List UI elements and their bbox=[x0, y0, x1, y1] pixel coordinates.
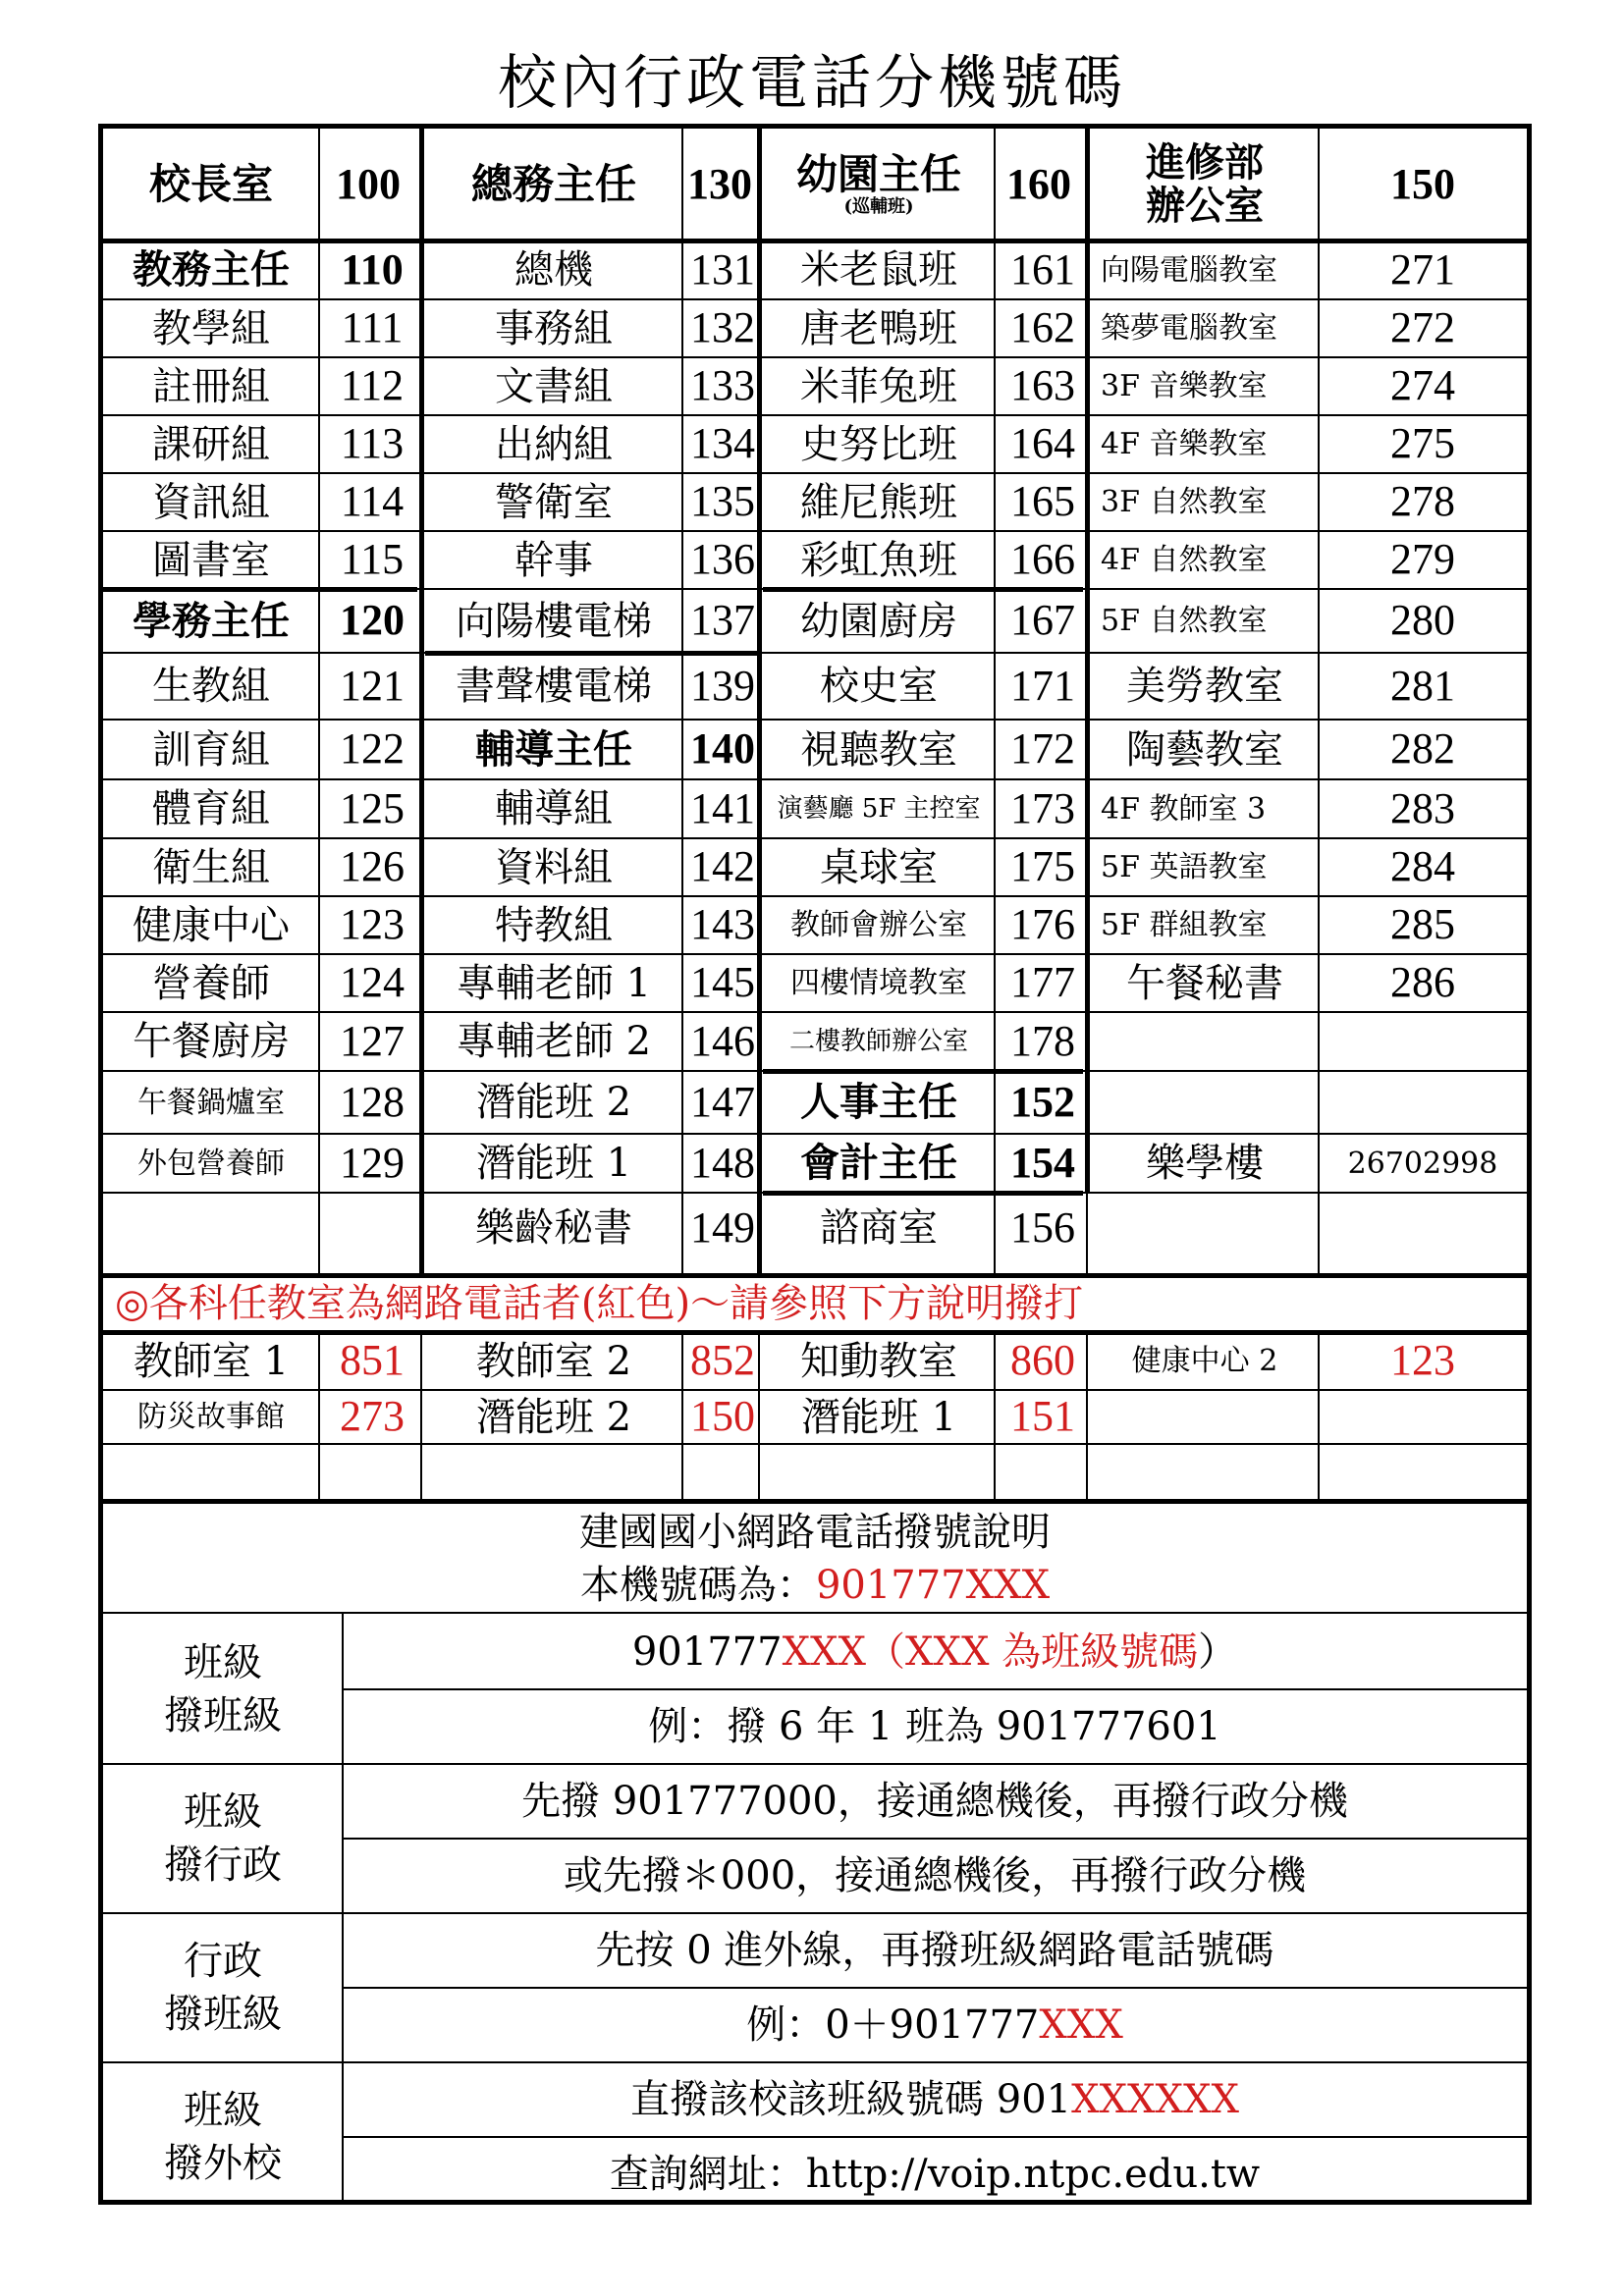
col2-ext-4: 135 bbox=[690, 477, 755, 526]
col1-name-9: 體育組 bbox=[152, 786, 270, 831]
col3-name-9: 演藝廳 5F 主控室 bbox=[777, 793, 981, 824]
instr-text-a: 例：撥 6 年 1 班為 901777601 bbox=[648, 1704, 1221, 1749]
col2-ext-0: 131 bbox=[690, 244, 755, 294]
instr-text-a: 901777 bbox=[631, 1629, 783, 1675]
voip-ext-0-1: 852 bbox=[690, 1336, 755, 1385]
voip-name-2-3 bbox=[1091, 1444, 1319, 1499]
col3-ext-5: 166 bbox=[1010, 535, 1075, 584]
col4-ext-4: 278 bbox=[1390, 477, 1455, 526]
instructions-number bbox=[103, 1558, 1527, 1613]
col3-name-12: 四樓情境教室 bbox=[790, 966, 967, 1000]
col1-ext-15: 129 bbox=[340, 1138, 405, 1187]
col4-name-10: 5F 英語教室 bbox=[1101, 850, 1268, 884]
col2-ext-14: 147 bbox=[690, 1077, 755, 1126]
col4-name-13 bbox=[1091, 1012, 1319, 1071]
grid-line bbox=[1086, 1193, 1088, 1275]
instr-text-a: 或先撥＊000，接通總機後，再撥行政分機 bbox=[563, 1853, 1307, 1898]
col4-ext-6: 280 bbox=[1390, 596, 1455, 645]
grid-line bbox=[343, 1987, 1527, 1989]
col1-name-6: 學務主任 bbox=[133, 597, 290, 644]
col2-name-16: 樂齡秘書 bbox=[475, 1205, 632, 1251]
voip-name-0-2: 知動教室 bbox=[800, 1338, 957, 1384]
col2-name-2: 文書組 bbox=[495, 363, 613, 409]
voip-ext-1-0: 273 bbox=[340, 1392, 405, 1441]
col2-ext-11: 143 bbox=[690, 900, 755, 949]
voip-ext-1-2: 151 bbox=[1010, 1392, 1075, 1441]
header-name-3-sub: (巡輔班) bbox=[843, 196, 914, 218]
instr-2-line2 bbox=[343, 1988, 1527, 2062]
grid-line bbox=[103, 356, 1527, 358]
col1-name-15: 外包營養師 bbox=[137, 1146, 285, 1181]
col1-ext-0: 110 bbox=[341, 244, 404, 294]
col3-ext-7: 171 bbox=[1010, 661, 1075, 710]
col3-ext-11: 176 bbox=[1010, 900, 1075, 949]
header-ext-4: 150 bbox=[1390, 159, 1455, 208]
instr-text-a: 先撥 901777000，接通總機後，再撥行政分機 bbox=[521, 1779, 1348, 1824]
instructions-title: 建國國小網路電話撥號說明 bbox=[579, 1510, 1051, 1555]
voip-ext-0-3: 123 bbox=[1390, 1336, 1455, 1385]
col2-ext-6: 137 bbox=[690, 596, 755, 645]
instr-label-line1: 班級 bbox=[184, 1789, 262, 1835]
instr-label-line2: 撥行政 bbox=[164, 1842, 282, 1888]
grid-line bbox=[994, 129, 996, 1275]
col2-ext-8: 140 bbox=[690, 724, 755, 774]
instr-label-line1: 班級 bbox=[184, 2088, 262, 2133]
col4-name-0: 向陽電腦教室 bbox=[1101, 252, 1277, 288]
col1-name-3: 課研組 bbox=[152, 421, 270, 467]
instr-1-line2 bbox=[343, 1839, 1527, 1913]
grid-line bbox=[419, 129, 424, 1275]
col3-ext-8: 172 bbox=[1010, 724, 1075, 774]
col3-name-3: 史努比班 bbox=[800, 421, 957, 467]
instr-0-line1 bbox=[343, 1615, 1527, 1689]
col3-ext-9: 173 bbox=[1010, 783, 1075, 832]
col2-ext-5: 136 bbox=[690, 535, 755, 584]
voip-ext-1-3 bbox=[1319, 1390, 1527, 1444]
grid-line bbox=[103, 1912, 1527, 1914]
header-name-4-line1: 進修部 bbox=[1146, 139, 1264, 186]
col3-name-6: 幼園廚房 bbox=[800, 598, 957, 644]
col3-name-4: 維尼熊班 bbox=[800, 479, 957, 525]
col2-ext-9: 141 bbox=[690, 783, 755, 832]
instr-text-b: XXX（XXX 為班級號碼 bbox=[782, 1629, 1199, 1675]
col2-name-1: 事務組 bbox=[495, 305, 613, 351]
voip-name-2-0 bbox=[103, 1444, 319, 1499]
grid-line bbox=[103, 1273, 1527, 1278]
grid-line bbox=[103, 1612, 1527, 1614]
col3-ext-10: 175 bbox=[1010, 842, 1075, 891]
instr-0-line2 bbox=[343, 1689, 1527, 1764]
col3-ext-3: 164 bbox=[1010, 419, 1075, 468]
col4-ext-11: 285 bbox=[1390, 900, 1455, 949]
col4-ext-8: 282 bbox=[1390, 724, 1455, 774]
col4-name-8: 陶藝教室 bbox=[1126, 726, 1283, 773]
grid-line bbox=[318, 129, 320, 1275]
instr-label-line2: 撥班級 bbox=[164, 1693, 282, 1738]
col1-ext-2: 112 bbox=[340, 361, 405, 410]
voip-ext-2-0 bbox=[319, 1444, 425, 1499]
instr-text-b: XXXXXX bbox=[1071, 2077, 1239, 2122]
col3-ext-2: 163 bbox=[1010, 361, 1075, 410]
col3-ext-13: 178 bbox=[1010, 1016, 1075, 1065]
grid-line bbox=[103, 239, 1527, 243]
col2-ext-16: 149 bbox=[690, 1202, 755, 1252]
col2-name-10: 資料組 bbox=[495, 844, 613, 890]
col1-name-7: 生教組 bbox=[152, 664, 270, 709]
voip-name-0-3: 健康中心 2 bbox=[1131, 1344, 1278, 1378]
col2-name-12: 專輔老師 1 bbox=[456, 960, 652, 1006]
col1-name-5: 圖書室 bbox=[152, 537, 270, 583]
header-name-1: 校長室 bbox=[148, 159, 273, 208]
col2-name-11: 特教組 bbox=[495, 902, 613, 948]
grid-line bbox=[758, 1332, 760, 1501]
col4-name-5: 4F 自然教室 bbox=[1101, 543, 1268, 577]
voip-name-1-1: 潛能班 2 bbox=[475, 1394, 632, 1440]
col4-ext-0: 271 bbox=[1390, 244, 1455, 294]
col1-ext-7: 121 bbox=[340, 661, 405, 710]
grid-line bbox=[1086, 1332, 1088, 1501]
col3-ext-0: 161 bbox=[1010, 244, 1075, 294]
col1-name-10: 衛生組 bbox=[152, 844, 270, 890]
grid-line bbox=[1318, 1332, 1320, 1501]
grid-line bbox=[103, 1011, 1527, 1013]
col3-name-8: 視聽教室 bbox=[800, 726, 957, 773]
col3-name-15: 會計主任 bbox=[800, 1140, 957, 1186]
col1-name-8: 訓育組 bbox=[152, 726, 270, 773]
instr-text-c: ） bbox=[1198, 1629, 1238, 1675]
col4-name-11: 5F 群組教室 bbox=[1101, 908, 1268, 942]
instr-text-a: 先按 0 進外線，再撥班級網路電話號碼 bbox=[595, 1928, 1274, 1973]
col3-ext-6: 167 bbox=[1010, 596, 1075, 645]
header-name-3 bbox=[763, 129, 995, 240]
col1-name-14: 午餐鍋爐室 bbox=[137, 1085, 285, 1120]
col4-ext-10: 284 bbox=[1390, 842, 1455, 891]
col2-name-9: 輔導組 bbox=[495, 786, 613, 831]
voip-name-0-1: 教師室 2 bbox=[475, 1338, 632, 1384]
col1-ext-8: 122 bbox=[340, 724, 405, 774]
col1-ext-5: 115 bbox=[340, 535, 405, 584]
col1-ext-12: 124 bbox=[340, 958, 405, 1007]
grid-line bbox=[103, 778, 1527, 780]
col1-ext-9: 125 bbox=[340, 783, 405, 832]
grid-line bbox=[757, 129, 762, 1275]
col2-name-3: 出納組 bbox=[495, 421, 613, 467]
header-ext-1: 100 bbox=[336, 159, 401, 208]
instr-1-line1 bbox=[343, 1764, 1527, 1839]
col1-ext-1: 111 bbox=[341, 303, 404, 352]
voip-name-1-3 bbox=[1091, 1390, 1319, 1444]
col3-ext-14: 152 bbox=[1010, 1077, 1075, 1126]
instr-label-3 bbox=[103, 2062, 343, 2212]
voip-ext-2-3 bbox=[1319, 1444, 1527, 1499]
col4-name-16 bbox=[1091, 1193, 1319, 1263]
instructions-number-value: 901777XXX bbox=[815, 1563, 1051, 1608]
grid-line bbox=[103, 1389, 1527, 1391]
col3-name-7: 校史室 bbox=[820, 664, 938, 709]
voip-note bbox=[103, 1275, 1527, 1332]
col2-name-7: 書聲樓電梯 bbox=[456, 664, 652, 709]
grid-line bbox=[103, 652, 1527, 654]
instr-label-0 bbox=[103, 1615, 343, 1764]
col2-name-15: 潛能班 1 bbox=[475, 1141, 632, 1186]
grid-line bbox=[1318, 129, 1320, 1275]
col2-ext-12: 145 bbox=[690, 958, 755, 1007]
col4-ext-1: 272 bbox=[1390, 303, 1455, 352]
col1-name-1: 教學組 bbox=[152, 305, 270, 351]
col1-name-16 bbox=[103, 1193, 319, 1263]
col4-name-15: 樂學樓 bbox=[1146, 1141, 1264, 1186]
grid-line bbox=[763, 1191, 1083, 1196]
voip-name-2-2 bbox=[763, 1444, 995, 1499]
col3-name-13: 二樓教師辦公室 bbox=[788, 1026, 968, 1056]
col4-ext-16 bbox=[1319, 1193, 1527, 1263]
col1-name-0: 教務主任 bbox=[133, 246, 290, 293]
grid-line bbox=[103, 837, 1527, 839]
col3-name-2: 米菲兔班 bbox=[800, 363, 957, 409]
col4-ext-3: 275 bbox=[1390, 419, 1455, 468]
instructions-number-prefix: 本機號碼為： bbox=[579, 1563, 816, 1608]
grid-line bbox=[763, 1069, 1083, 1074]
voip-ext-0-2: 860 bbox=[1010, 1336, 1075, 1385]
col2-ext-2: 133 bbox=[690, 361, 755, 410]
col2-ext-7: 139 bbox=[690, 661, 755, 710]
page-title: 校內行政電話分機號碼 bbox=[498, 49, 1126, 118]
col2-name-0: 總機 bbox=[514, 247, 593, 293]
col4-name-9: 4F 教師室 3 bbox=[1101, 791, 1267, 827]
grid-line bbox=[103, 719, 1527, 721]
header-name-4 bbox=[1091, 129, 1319, 240]
col1-ext-6: 120 bbox=[340, 596, 405, 645]
col4-ext-7: 281 bbox=[1390, 661, 1455, 710]
col4-ext-15: 26702998 bbox=[1347, 1146, 1498, 1181]
col2-ext-3: 134 bbox=[690, 419, 755, 468]
col1-ext-13: 127 bbox=[340, 1016, 405, 1065]
col3-ext-15: 154 bbox=[1010, 1138, 1075, 1187]
col4-name-2: 3F 音樂教室 bbox=[1101, 369, 1268, 403]
col4-ext-2: 274 bbox=[1390, 361, 1455, 410]
instr-text-a: 例：0＋901777 bbox=[746, 2002, 1040, 2048]
col4-name-1: 築夢電腦教室 bbox=[1101, 311, 1277, 346]
col3-name-1: 唐老鴨班 bbox=[800, 305, 957, 351]
instr-3-line1 bbox=[343, 2062, 1527, 2137]
grid-line bbox=[103, 414, 1527, 416]
grid-line bbox=[763, 587, 1083, 592]
grid-line bbox=[994, 1332, 996, 1501]
col1-ext-16 bbox=[319, 1193, 425, 1263]
col3-name-11: 教師會辦公室 bbox=[790, 908, 967, 942]
col2-name-6: 向陽樓電梯 bbox=[456, 598, 652, 644]
col1-ext-3: 113 bbox=[340, 419, 405, 468]
col4-ext-12: 286 bbox=[1390, 958, 1455, 1007]
grid-line bbox=[681, 129, 683, 1275]
grid-line bbox=[103, 530, 1527, 532]
col2-name-14: 潛能班 2 bbox=[475, 1080, 632, 1125]
col4-name-6: 5F 自然教室 bbox=[1101, 604, 1268, 638]
col4-name-12: 午餐秘書 bbox=[1126, 960, 1283, 1006]
instr-label-1 bbox=[103, 1764, 343, 1913]
col1-ext-11: 123 bbox=[340, 900, 405, 949]
voip-name-2-1 bbox=[425, 1444, 682, 1499]
col1-name-4: 資訊組 bbox=[152, 479, 270, 525]
col1-name-12: 營養師 bbox=[152, 960, 270, 1006]
col1-ext-14: 128 bbox=[340, 1077, 405, 1126]
col3-ext-4: 165 bbox=[1010, 477, 1075, 526]
grid-line bbox=[103, 587, 417, 592]
col3-name-5: 彩虹魚班 bbox=[800, 537, 957, 583]
col2-name-4: 警衛室 bbox=[495, 479, 613, 525]
instr-label-line2: 撥外校 bbox=[164, 2141, 282, 2186]
grid-line bbox=[103, 1330, 1527, 1335]
grid-line bbox=[103, 1499, 1527, 1504]
grid-line bbox=[103, 953, 1527, 955]
col4-name-14 bbox=[1091, 1071, 1319, 1134]
instr-text-a: 直撥該校該班級號碼 901 bbox=[630, 2077, 1072, 2122]
grid-line bbox=[343, 1838, 1527, 1840]
voip-ext-1-1: 150 bbox=[690, 1392, 755, 1441]
instr-text-b: XXX bbox=[1039, 2002, 1123, 2048]
col1-ext-4: 114 bbox=[340, 477, 405, 526]
col2-name-8: 輔導主任 bbox=[475, 725, 632, 773]
col2-ext-10: 142 bbox=[690, 842, 755, 891]
voip-ext-0-0: 851 bbox=[340, 1336, 405, 1385]
col2-ext-1: 132 bbox=[690, 303, 755, 352]
grid-line bbox=[103, 472, 1527, 474]
extension-table bbox=[98, 124, 1532, 2205]
grid-line bbox=[103, 1763, 1527, 1765]
instr-label-2 bbox=[103, 1913, 343, 2062]
grid-line bbox=[103, 298, 1527, 300]
col2-name-13: 專輔老師 2 bbox=[456, 1019, 652, 1064]
col4-ext-14 bbox=[1319, 1071, 1527, 1134]
col3-name-10: 桌球室 bbox=[820, 844, 938, 890]
grid-line bbox=[103, 895, 1527, 897]
instr-label-line1: 班級 bbox=[184, 1640, 262, 1685]
header-name-3-main: 幼園主任 bbox=[795, 150, 961, 198]
voip-name-1-2: 潛能班 1 bbox=[800, 1394, 957, 1440]
col3-name-14: 人事主任 bbox=[800, 1079, 957, 1125]
col3-ext-12: 177 bbox=[1010, 958, 1075, 1007]
col3-name-16: 諮商室 bbox=[820, 1205, 938, 1251]
grid-line bbox=[318, 1332, 320, 1501]
col1-name-2: 註冊組 bbox=[152, 363, 270, 409]
instr-label-line2: 撥班級 bbox=[164, 1992, 282, 2037]
voip-note-text: ◎各科任教室為網路電話者(紅色)～請參照下方說明撥打 bbox=[115, 1281, 1084, 1326]
col4-name-7: 美勞教室 bbox=[1126, 664, 1283, 709]
col2-ext-15: 148 bbox=[690, 1138, 755, 1187]
grid-line bbox=[103, 1443, 1527, 1445]
grid-line bbox=[103, 1133, 1527, 1135]
grid-line bbox=[681, 1332, 683, 1501]
col2-name-5: 幹事 bbox=[514, 537, 593, 583]
instr-text-a: 查詢網址：http://voip.ntpc.edu.tw bbox=[609, 2152, 1261, 2197]
grid-line bbox=[343, 1688, 1527, 1690]
header-ext-3: 160 bbox=[1006, 159, 1071, 208]
voip-ext-2-1 bbox=[682, 1444, 763, 1499]
col4-name-4: 3F 自然教室 bbox=[1101, 485, 1268, 519]
grid-line bbox=[425, 651, 757, 656]
voip-ext-2-2 bbox=[995, 1444, 1091, 1499]
col1-ext-10: 126 bbox=[340, 842, 405, 891]
col3-ext-1: 162 bbox=[1010, 303, 1075, 352]
instr-3-line2 bbox=[343, 2137, 1527, 2212]
col4-ext-5: 279 bbox=[1390, 535, 1455, 584]
col1-name-11: 健康中心 bbox=[133, 902, 290, 948]
instr-2-line1 bbox=[343, 1913, 1527, 1988]
col1-name-13: 午餐廚房 bbox=[133, 1019, 290, 1064]
grid-line bbox=[343, 2136, 1527, 2138]
col3-ext-16: 156 bbox=[1010, 1202, 1075, 1252]
header-ext-2: 130 bbox=[687, 159, 752, 208]
voip-name-1-0: 防災故事館 bbox=[137, 1400, 285, 1434]
col4-ext-13 bbox=[1319, 1012, 1527, 1071]
col4-ext-9: 283 bbox=[1390, 783, 1455, 832]
instr-label-line1: 行政 bbox=[184, 1939, 262, 1984]
grid-line bbox=[420, 1332, 422, 1501]
grid-line bbox=[342, 1613, 344, 2200]
col3-name-0: 米老鼠班 bbox=[800, 247, 957, 293]
col4-name-3: 4F 音樂教室 bbox=[1101, 427, 1268, 461]
voip-name-0-0: 教師室 1 bbox=[133, 1338, 290, 1384]
grid-line bbox=[103, 2061, 1527, 2063]
col2-ext-13: 146 bbox=[690, 1016, 755, 1065]
header-name-2: 總務主任 bbox=[470, 159, 636, 208]
header-name-4-line2: 辦公室 bbox=[1146, 183, 1264, 229]
grid-line bbox=[1085, 129, 1090, 1193]
